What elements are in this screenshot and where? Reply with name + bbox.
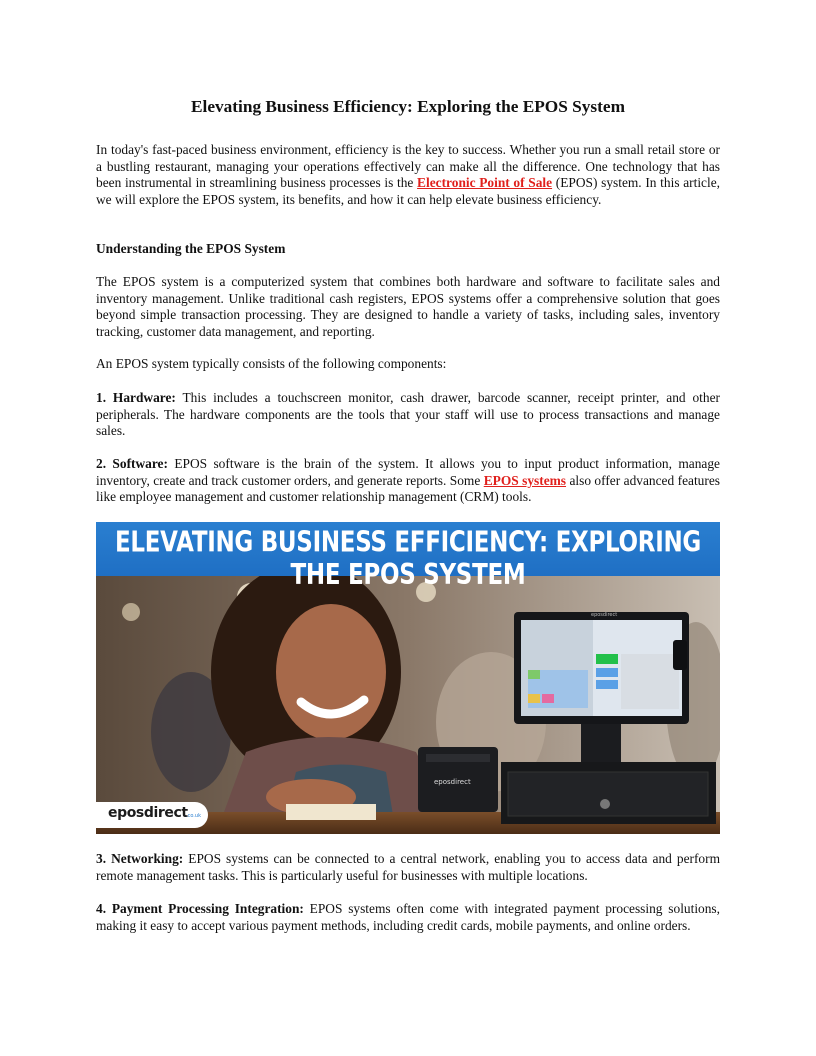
- printer-brand: eposdirect: [434, 778, 471, 786]
- epos-systems-link[interactable]: EPOS systems: [483, 472, 567, 488]
- hero-image: [96, 522, 720, 834]
- page-title: Elevating Business Efficiency: Exploring the EPOS System: [191, 97, 625, 116]
- list-item-hardware: 1. Hardware: This includes a touchscreen monitor, cash drawer, barcode scanner, receipt printer, and other peripherals. The hardware components are the tools that your staff will use to process transactions and manage sales.: [96, 390, 720, 439]
- item-label: 4. Payment Processing Integration:: [96, 901, 304, 916]
- section-heading: Understanding the EPOS System: [96, 241, 286, 256]
- logo-suffix: .co.uk: [186, 813, 201, 819]
- screen-brand: eposdirect: [591, 612, 618, 618]
- logo-text: eposdirect: [108, 805, 188, 821]
- item-label: 2. Software:: [96, 456, 168, 471]
- epos-link[interactable]: Electronic Point of Sale: [417, 175, 553, 191]
- list-item-software: 2. Software: EPOS software is the brain of the system. It allows you to input product information, manage inventory, create and track customer orders, and generate reports. Some EPOS systems also offer advanced features like employee management and customer relationship management (CRM) tools.: [96, 456, 720, 505]
- eposdirect-logo: [96, 802, 208, 828]
- list-item-networking: 3. Networking: EPOS systems can be connected to a central network, enabling you to access data and perform remote management tasks. This is particularly useful for businesses with multiple locations.: [96, 851, 720, 883]
- intro-text: In today's fast-paced business environment, efficiency is the key to success. Whether you run a small retail store or a bustling restaurant, managing your operations effectively can make all the difference. One technology that has been instrumental in streamlining business processes is the: [96, 142, 720, 191]
- intro-text-continued: (EPOS) system. In this article, we will explore the EPOS system, its benefits, and how it can help elevate business efficiency.: [96, 175, 721, 208]
- item-label: 1. Hardware:: [96, 390, 176, 405]
- banner-text: ELEVATING BUSINESS EFFICIENCY: EXPLORING THE EPOS SYSTEM: [114, 526, 702, 592]
- paragraph-definition: The EPOS system is a computerized system that combines both hardware and software to facilitate sales and inventory management. Unlike traditional cash registers, EPOS systems offer a comprehensive solution that goes beyond simple transaction processing. They are designed to handle a variety of tasks, including sales, inventory tracking, customer data management, and reporting.: [96, 274, 720, 340]
- image-banner: [96, 522, 720, 592]
- paragraph-components-intro: An EPOS system typically consists of the following components:: [96, 356, 447, 371]
- list-item-payment: 4. Payment Processing Integration: EPOS systems often come with integrated payment processing solutions, making it easy to accept various payment methods, including credit cards, mobile payments, and online orders.: [96, 901, 720, 933]
- item-label: 3. Networking:: [96, 851, 184, 866]
- intro-paragraph: [96, 142, 720, 209]
